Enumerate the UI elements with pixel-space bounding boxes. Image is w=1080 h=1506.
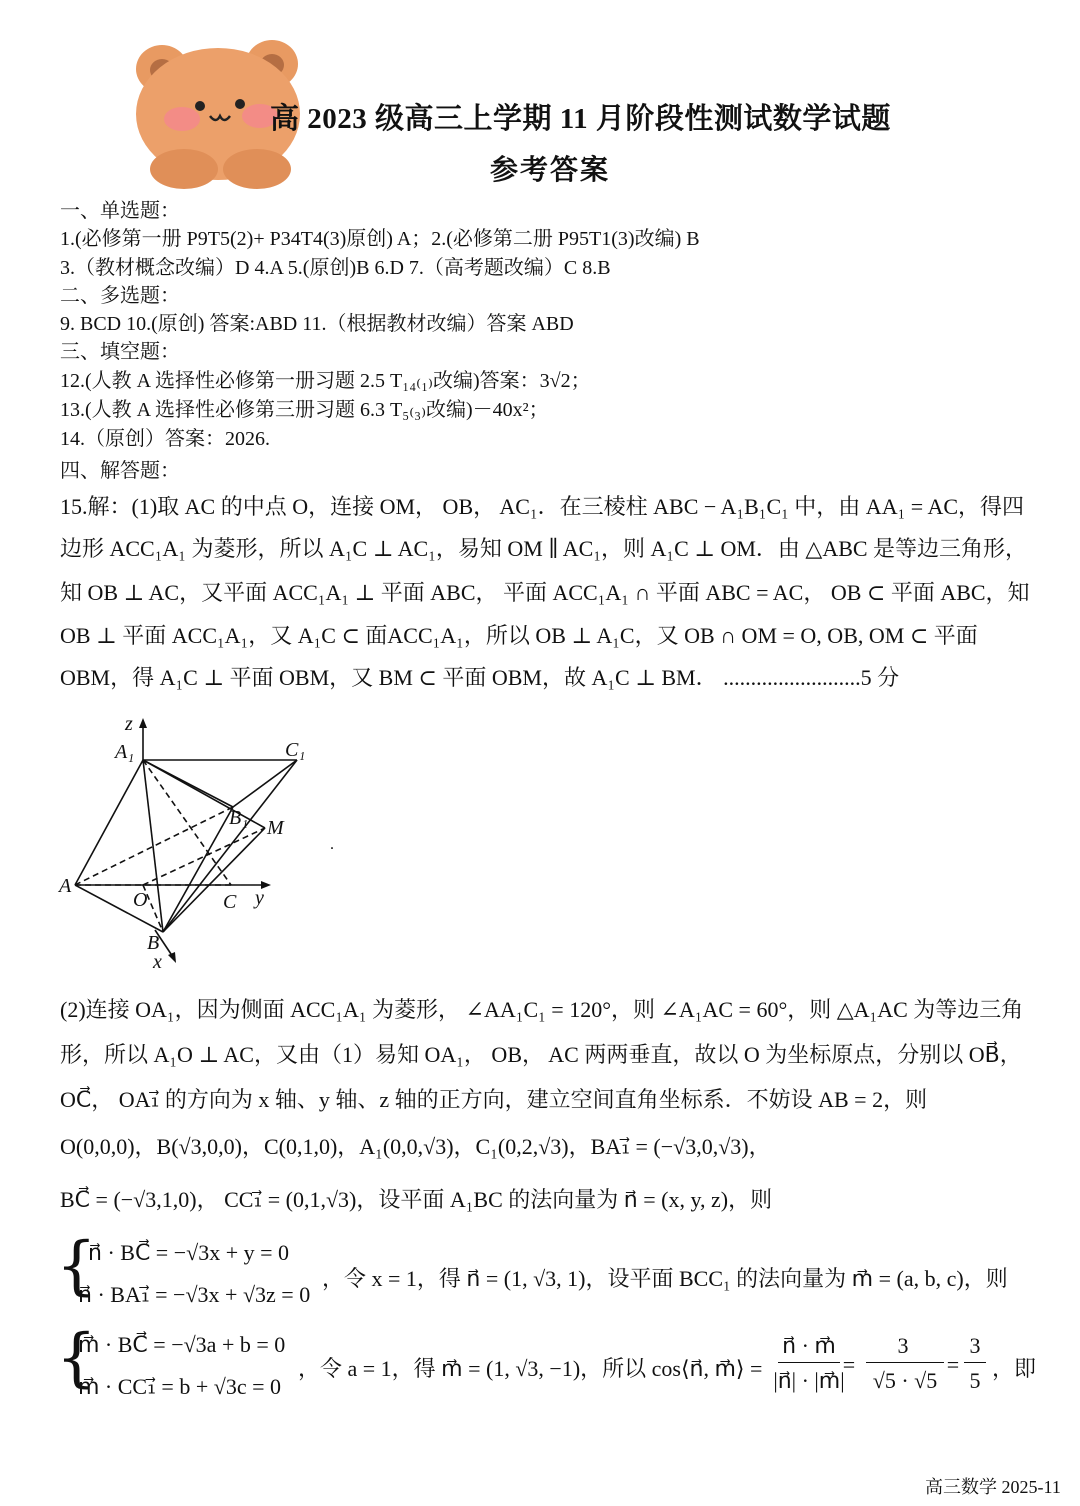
sys2-tail: ，令 a = 1，得 m⃗ = (1, √3, −1)，所以 cos⟨n⃗, m⃗⟩ =: [298, 1356, 763, 1381]
frac1-num: n⃗ · m⃗: [782, 1333, 836, 1358]
label-B: B: [147, 932, 160, 954]
page-subtitle: 参考答案: [489, 155, 610, 186]
section2-heading: 二、多选题：: [60, 285, 180, 307]
frac3-bar: [964, 1362, 986, 1363]
section3-line2: 13.(人教 A 选择性必修第三册习题 6.3 T₅₍₃₎改编)－40x²；: [60, 399, 549, 421]
sys1-row1: n⃗ · BC⃗ = −√3x + y = 0: [88, 1240, 290, 1265]
page-footer: 高三数学 2025-11: [925, 1477, 1061, 1497]
q15-line: 知 OB ⊥ AC，又平面 ACC₁A₁ ⊥ 平面 ABC， 平面 ACC₁A₁ ∩ 平面 ABC = AC， OB ⊂ 平面 ABC，知: [60, 580, 1030, 605]
section2-line1: 9. BCD 10.(原创) 答案:ABD 11.（根据教材改编）答案 ABD: [60, 313, 574, 335]
frac3-num: 3: [969, 1333, 981, 1358]
part2-line: OC⃗， OA₁⃗ 的方向为 x 轴、y 轴、z 轴的正方向，建立空间直角坐标系．不妨设 AB = 2，则: [60, 1087, 928, 1112]
q15-line: 15.解：(1)取 AC 的中点 O，连接 OM， OB， AC₁．在三棱柱 ABC − A₁B₁C₁ 中，由 AA₁ = AC，得四: [60, 494, 1025, 519]
frac1-bar: [778, 1362, 840, 1363]
section3-line1: 12.(人教 A 选择性必修第一册习题 2.5 T₁₄₍₁₎改编)答案：3√2；: [60, 370, 591, 392]
section1-heading: 一、单选题：: [60, 200, 180, 222]
section4-heading: 四、解答题：: [60, 460, 180, 482]
eq1: =: [842, 1352, 856, 1377]
label-z: z: [125, 713, 133, 735]
label-C1: C₁: [285, 739, 306, 761]
sys2-row2: m⃗ · CC₁⃗ = b + √3c = 0: [78, 1374, 281, 1399]
part2-line: BC⃗ = (−√3,1,0)， CC₁⃗ = (0,1,√3)，设平面 A₁BC 的法向量为 n⃗ = (x, y, z)，则: [60, 1187, 773, 1212]
section1-line2: 3.（教材概念改编）D 4.A 5.(原创)B 6.D 7.（高考题改编）C 8.B: [60, 257, 611, 279]
frac2-bar: [866, 1362, 944, 1363]
section1-line1: 1.(必修第一册 P9T5(2)+ P34T4(3)原创) A；2.(必修第二册 P95T1(3)改编) B: [60, 228, 700, 250]
prism-figure: [55, 710, 355, 980]
section3-line3: 14.（原创）答案：2026.: [60, 428, 270, 450]
frac2-den: √5 · √5: [872, 1368, 938, 1393]
sys1-tail: ，令 x = 1，得 n⃗ = (1, √3, 1)，设平面 BCC₁ 的法向量为 m⃗ = (a, b, c)，则: [322, 1266, 1008, 1291]
eq2: =: [946, 1352, 960, 1377]
part2-line: O(0,0,0)，B(√3,0,0)，C(0,1,0)，A₁(0,0,√3)，C₁(0,2,√3)，BA₁⃗ = (−√3,0,√3)，: [60, 1134, 771, 1159]
label-A: A: [59, 875, 72, 897]
sys1-row2: n⃗ · BA₁⃗ = −√3x + √3z = 0: [78, 1282, 311, 1307]
label-x: x: [153, 951, 162, 973]
frac3-den: 5: [969, 1368, 981, 1393]
frac2-num: 3: [897, 1333, 909, 1358]
tail-ji: ，即: [992, 1356, 1037, 1381]
q15-line: OB ⊥ 平面 ACC₁A₁，又 A₁C ⊂ 面ACC₁A₁，所以 OB ⊥ A₁C，又 OB ∩ OM = O, OB, OM ⊂ 平面: [60, 623, 978, 648]
label-A1: A₁: [115, 741, 135, 763]
sys2-row1: m⃗ · BC⃗ = −√3a + b = 0: [78, 1332, 286, 1357]
q15-line: 边形 ACC₁A₁ 为菱形，所以 A₁C ⊥ AC₁，易知 OM ∥ AC₁，则 A₁C ⊥ OM．由 △ABC 是等边三角形，: [60, 536, 1028, 561]
label-M: M: [267, 817, 284, 839]
frac1-den: |n⃗| · |m⃗|: [773, 1368, 845, 1393]
label-y: y: [255, 887, 264, 909]
page-title: 高 2023 级高三上学期 11 月阶段性测试数学试题: [270, 103, 891, 135]
label-B1: B₁: [229, 807, 249, 829]
label-O: O: [133, 889, 148, 911]
left-brace-2: {: [56, 1321, 97, 1395]
label-C: C: [223, 891, 237, 913]
part2-line: 形，所以 A₁O ⊥ AC，又由（1）易知 OA₁， OB， AC 两两垂直，故以 O 为坐标原点，分别以 OB⃗，: [60, 1042, 1022, 1067]
q15-line: OBM，得 A₁C ⊥ 平面 OBM，又 BM ⊂ 平面 OBM，故 A₁C ⊥ BM． .........................5 分: [60, 665, 900, 690]
left-brace-1: {: [56, 1229, 97, 1303]
part2-line: (2)连接 OA₁，因为侧面 ACC₁A₁ 为菱形， ∠AA₁C₁ = 120°，则 ∠A₁AC = 60°，则 △A₁AC 为等边三角: [60, 997, 1024, 1022]
section3-heading: 三、填空题：: [60, 341, 180, 363]
stray-dot: .: [330, 836, 334, 853]
